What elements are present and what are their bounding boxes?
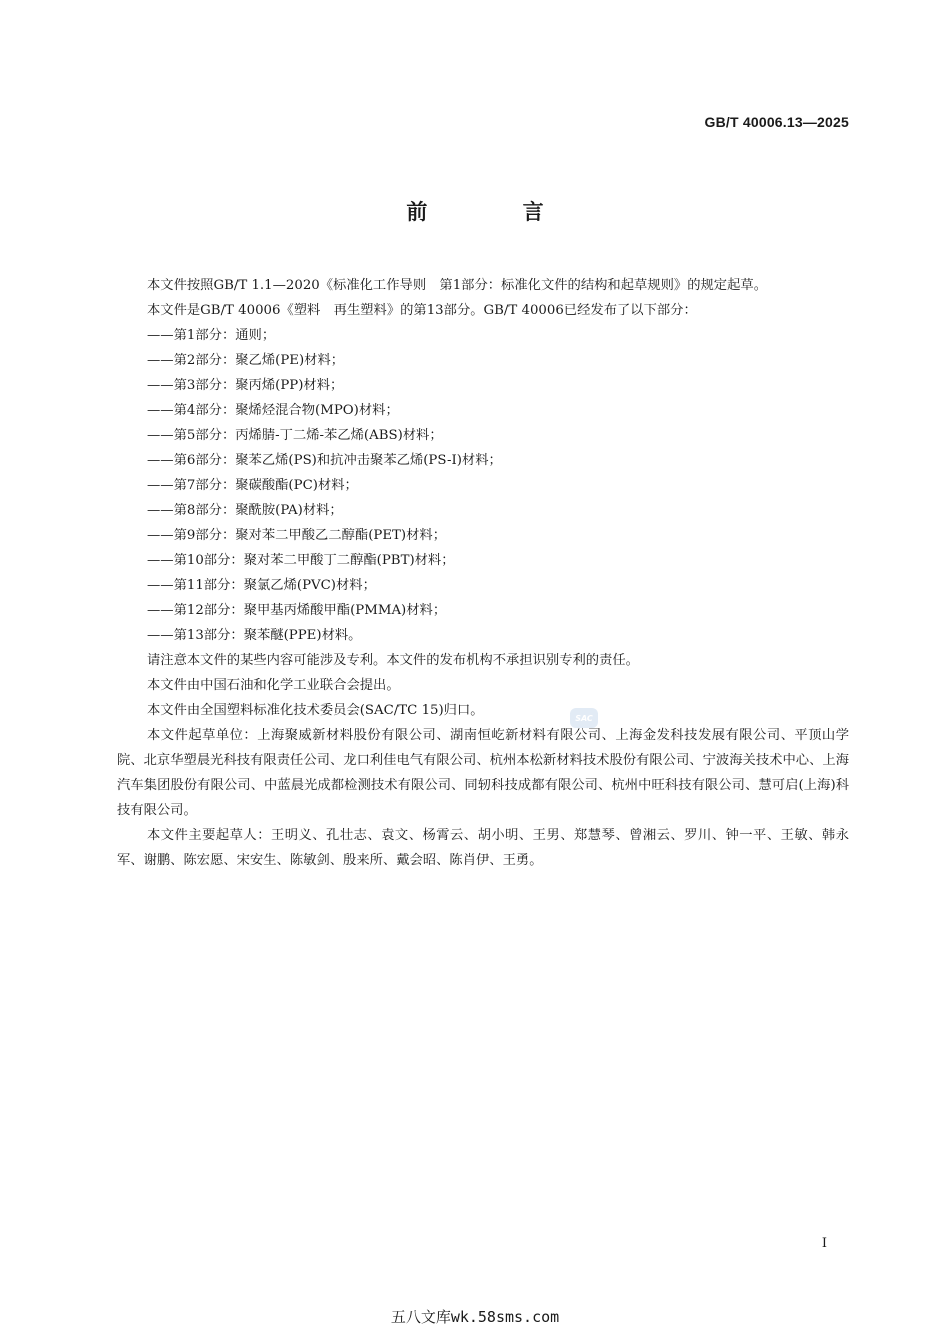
- list-item: ——第3部分：聚丙烯(PP)材料；: [147, 378, 344, 393]
- list-item: ——第12部分：聚甲基丙烯酸甲酯(PMMA)材料；: [147, 603, 447, 618]
- centralized-by: 本文件由全国塑料标准化技术委员会(SAC/TC 15)归口。: [147, 703, 484, 718]
- list-item: ——第4部分：聚烯烃混合物(MPO)材料；: [147, 403, 399, 418]
- page-title: 前 言: [406, 200, 588, 224]
- list-item: ——第1部分：通则；: [147, 328, 276, 343]
- foreword-body: [117, 273, 849, 873]
- patent-notice: 请注意本文件的某些内容可能涉及专利。本文件的发布机构不承担识别专利的责任。: [147, 653, 639, 668]
- list-item: ——第7部分：聚碳酸酯(PC)材料；: [147, 478, 358, 493]
- document-code: GB/T 40006.13—2025: [704, 114, 849, 130]
- list-item: ——第6部分：聚苯乙烯(PS)和抗冲击聚苯乙烯(PS-I)材料；: [147, 453, 502, 468]
- main-drafters: 本文件主要起草人：王明义、孔壮志、袁文、杨霄云、胡小明、王男、郑慧琴、曾湘云、罗川、钟一平、王敏、韩永军、谢鹏、陈宏愿、宋安生、陈敏剑、殷来所、戴会昭、陈肖伊、王勇。: [117, 828, 849, 868]
- list-item: ——第13部分：聚苯醚(PPE)材料。: [147, 628, 362, 643]
- sac-watermark-logo: SAC: [570, 708, 598, 728]
- series-paragraph: 本文件是GB/T 40006《塑料 再生塑料》的第13部分。GB/T 40006已经发布了以下部分：: [147, 303, 697, 318]
- list-item: ——第9部分：聚对苯二甲酸乙二醇酯(PET)材料；: [147, 528, 446, 543]
- list-item: ——第10部分：聚对苯二甲酸丁二醇酯(PBT)材料；: [147, 553, 455, 568]
- list-item: ——第8部分：聚酰胺(PA)材料；: [147, 503, 343, 518]
- proposed-by: 本文件由中国石油和化学工业联合会提出。: [147, 678, 400, 693]
- list-item: ——第5部分：丙烯腈-丁二烯-苯乙烯(ABS)材料；: [147, 428, 443, 443]
- drafting-rule-paragraph: 本文件按照GB/T 1.1—2020《标准化工作导则 第1部分：标准化文件的结构和起草规则》的规定起草。: [147, 278, 767, 293]
- list-item: ——第11部分：聚氯乙烯(PVC)材料；: [147, 578, 376, 593]
- page-number: I: [821, 1236, 827, 1251]
- parts-list: [117, 323, 849, 648]
- drafting-units: 本文件起草单位：上海聚威新材料股份有限公司、湖南恒屹新材料有限公司、上海金发科技发展有限公司、平顶山学院、北京华塑晨光科技有限责任公司、龙口利佳电气有限公司、杭州本松新材料技术股份有限公司、宁波海关技术中心、上海汽车集团股份有限公司、中蓝晨光成都检测技术有限公司、同轫科技成都有限公司、杭州中旺科技有限公司、慧可启(上海)科技有限公司。: [117, 728, 849, 818]
- footer-site-text: 五八文库wk.58sms.com: [390, 1308, 560, 1326]
- list-item: ——第2部分：聚乙烯(PE)材料；: [147, 353, 345, 368]
